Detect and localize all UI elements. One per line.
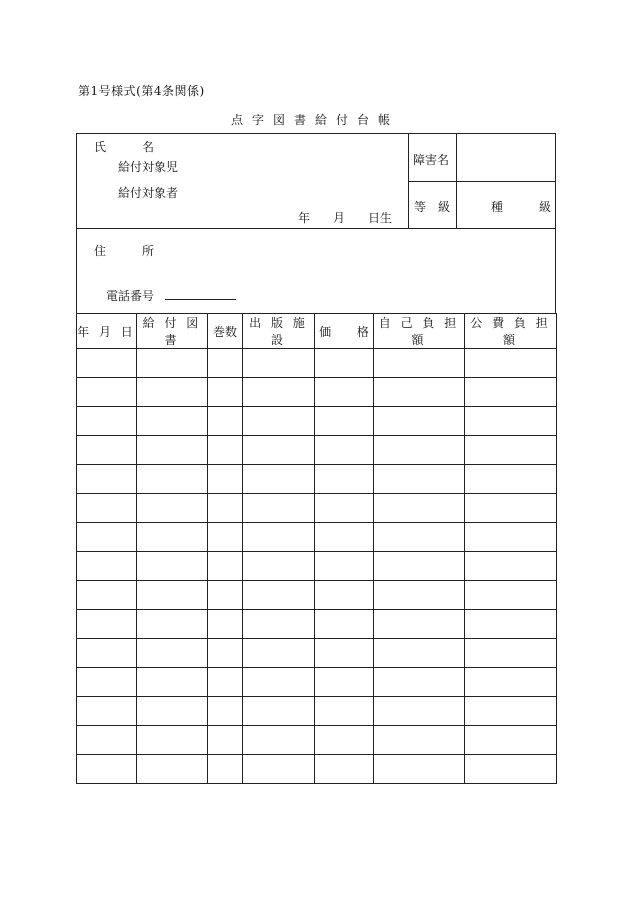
table-row bbox=[77, 668, 557, 697]
table-cell bbox=[465, 668, 557, 697]
table-cell bbox=[137, 755, 208, 784]
table-cell bbox=[465, 436, 557, 465]
table-cell bbox=[374, 436, 465, 465]
table-cell bbox=[208, 668, 243, 697]
table-cell bbox=[137, 726, 208, 755]
table-cell bbox=[137, 378, 208, 407]
table-cell bbox=[374, 552, 465, 581]
table-row bbox=[77, 407, 557, 436]
type-label-1: 種 bbox=[491, 200, 504, 214]
address-label-1: 住 bbox=[94, 244, 107, 258]
column-date: 年 月 日 bbox=[77, 314, 137, 349]
column-public-pay: 公 費 負 担 額 bbox=[465, 314, 557, 349]
table-cell bbox=[315, 436, 374, 465]
table-cell bbox=[137, 639, 208, 668]
table-cell bbox=[137, 668, 208, 697]
birth-month-label: 月 bbox=[333, 211, 346, 225]
table-cell bbox=[77, 639, 137, 668]
table-cell bbox=[465, 755, 557, 784]
grade-label-1: 等 bbox=[414, 200, 427, 214]
table-cell bbox=[208, 697, 243, 726]
table-cell bbox=[77, 407, 137, 436]
table-cell bbox=[465, 494, 557, 523]
ledger-header-row bbox=[77, 314, 557, 349]
table-cell bbox=[315, 552, 374, 581]
table-cell bbox=[374, 465, 465, 494]
table-cell bbox=[465, 378, 557, 407]
table-cell bbox=[374, 668, 465, 697]
phone-underline bbox=[165, 299, 236, 300]
table-cell bbox=[243, 465, 315, 494]
table-cell bbox=[315, 349, 374, 378]
table-row bbox=[77, 639, 557, 668]
column-price: 価 格 bbox=[315, 314, 374, 349]
table-cell bbox=[208, 349, 243, 378]
table-row bbox=[77, 523, 557, 552]
table-cell bbox=[374, 581, 465, 610]
table-cell bbox=[137, 436, 208, 465]
table-cell bbox=[374, 494, 465, 523]
table-cell bbox=[208, 523, 243, 552]
table-cell bbox=[374, 726, 465, 755]
table-cell bbox=[208, 436, 243, 465]
table-cell bbox=[315, 610, 374, 639]
form-number: 第1号様式(第4条関係) bbox=[78, 84, 205, 98]
table-cell bbox=[77, 581, 137, 610]
table-cell bbox=[315, 755, 374, 784]
table-cell bbox=[77, 378, 137, 407]
table-cell bbox=[243, 610, 315, 639]
table-cell bbox=[465, 726, 557, 755]
table-cell bbox=[137, 349, 208, 378]
table-cell bbox=[137, 581, 208, 610]
table-cell bbox=[137, 523, 208, 552]
address-label-2: 所 bbox=[142, 244, 155, 258]
table-cell bbox=[137, 552, 208, 581]
table-cell bbox=[243, 726, 315, 755]
table-cell bbox=[243, 755, 315, 784]
table-cell bbox=[465, 581, 557, 610]
table-cell bbox=[374, 755, 465, 784]
table-row bbox=[77, 552, 557, 581]
table-cell bbox=[315, 581, 374, 610]
table-cell bbox=[77, 668, 137, 697]
table-cell bbox=[315, 523, 374, 552]
disability-name-label: 障害名 bbox=[413, 153, 450, 167]
name-label-1: 氏 bbox=[94, 140, 107, 154]
table-cell bbox=[465, 349, 557, 378]
table-cell bbox=[208, 378, 243, 407]
table-row bbox=[77, 726, 557, 755]
table-cell bbox=[374, 407, 465, 436]
table-cell bbox=[243, 436, 315, 465]
type-label-2: 級 bbox=[539, 200, 552, 214]
table-cell bbox=[208, 755, 243, 784]
table-cell bbox=[77, 523, 137, 552]
table-cell bbox=[208, 639, 243, 668]
table-cell bbox=[137, 610, 208, 639]
column-publisher: 出 版 施 設 bbox=[243, 314, 315, 349]
table-cell bbox=[208, 465, 243, 494]
table-cell bbox=[465, 407, 557, 436]
table-row bbox=[77, 610, 557, 639]
table-cell bbox=[243, 697, 315, 726]
table-cell bbox=[465, 697, 557, 726]
table-cell bbox=[315, 378, 374, 407]
table-cell bbox=[315, 668, 374, 697]
phone-label: 電話番号 bbox=[106, 289, 155, 303]
table-cell bbox=[208, 610, 243, 639]
birth-day-label: 日生 bbox=[368, 211, 393, 225]
table-cell bbox=[374, 639, 465, 668]
table-cell bbox=[465, 552, 557, 581]
table-cell bbox=[374, 697, 465, 726]
table-cell bbox=[465, 639, 557, 668]
table-cell bbox=[243, 639, 315, 668]
ledger-table bbox=[76, 313, 557, 784]
table-cell bbox=[465, 523, 557, 552]
table-row bbox=[77, 697, 557, 726]
table-row bbox=[77, 494, 557, 523]
table-cell bbox=[374, 610, 465, 639]
table-row bbox=[77, 581, 557, 610]
table-cell bbox=[137, 494, 208, 523]
table-row bbox=[77, 349, 557, 378]
table-cell bbox=[374, 349, 465, 378]
table-cell bbox=[137, 465, 208, 494]
table-cell bbox=[77, 610, 137, 639]
grade-label-2: 級 bbox=[438, 200, 451, 214]
table-cell bbox=[315, 407, 374, 436]
table-cell bbox=[208, 581, 243, 610]
table-cell bbox=[243, 552, 315, 581]
table-row bbox=[77, 436, 557, 465]
table-cell bbox=[243, 581, 315, 610]
table-cell bbox=[374, 378, 465, 407]
table-cell bbox=[243, 668, 315, 697]
table-cell bbox=[315, 697, 374, 726]
table-cell bbox=[137, 407, 208, 436]
table-cell bbox=[315, 494, 374, 523]
table-cell bbox=[208, 494, 243, 523]
table-cell bbox=[208, 726, 243, 755]
table-cell bbox=[315, 465, 374, 494]
table-cell bbox=[208, 552, 243, 581]
table-cell bbox=[465, 465, 557, 494]
table-cell bbox=[315, 726, 374, 755]
table-cell bbox=[77, 465, 137, 494]
divider bbox=[408, 181, 556, 182]
column-self-pay: 自 己 負 担 額 bbox=[374, 314, 465, 349]
table-cell bbox=[208, 407, 243, 436]
table-row bbox=[77, 378, 557, 407]
table-cell bbox=[77, 755, 137, 784]
table-cell bbox=[243, 523, 315, 552]
column-volumes: 巻数 bbox=[208, 314, 243, 349]
table-cell bbox=[243, 378, 315, 407]
table-cell bbox=[77, 494, 137, 523]
name-label-2: 名 bbox=[142, 140, 155, 154]
form-title: 点字図書給付台帳 bbox=[230, 113, 399, 127]
table-row bbox=[77, 755, 557, 784]
table-row bbox=[77, 465, 557, 494]
table-cell bbox=[465, 610, 557, 639]
table-cell bbox=[315, 639, 374, 668]
table-cell bbox=[243, 494, 315, 523]
target-person-label: 給付対象者 bbox=[118, 186, 179, 200]
table-cell bbox=[77, 349, 137, 378]
table-cell bbox=[77, 552, 137, 581]
table-cell bbox=[77, 697, 137, 726]
table-cell bbox=[77, 436, 137, 465]
target-child-label: 給付対象児 bbox=[118, 160, 179, 174]
table-cell bbox=[374, 523, 465, 552]
table-cell bbox=[77, 726, 137, 755]
birth-year-label: 年 bbox=[298, 211, 311, 225]
table-cell bbox=[243, 407, 315, 436]
column-book: 給 付 図 書 bbox=[137, 314, 208, 349]
table-cell bbox=[137, 697, 208, 726]
table-cell bbox=[243, 349, 315, 378]
